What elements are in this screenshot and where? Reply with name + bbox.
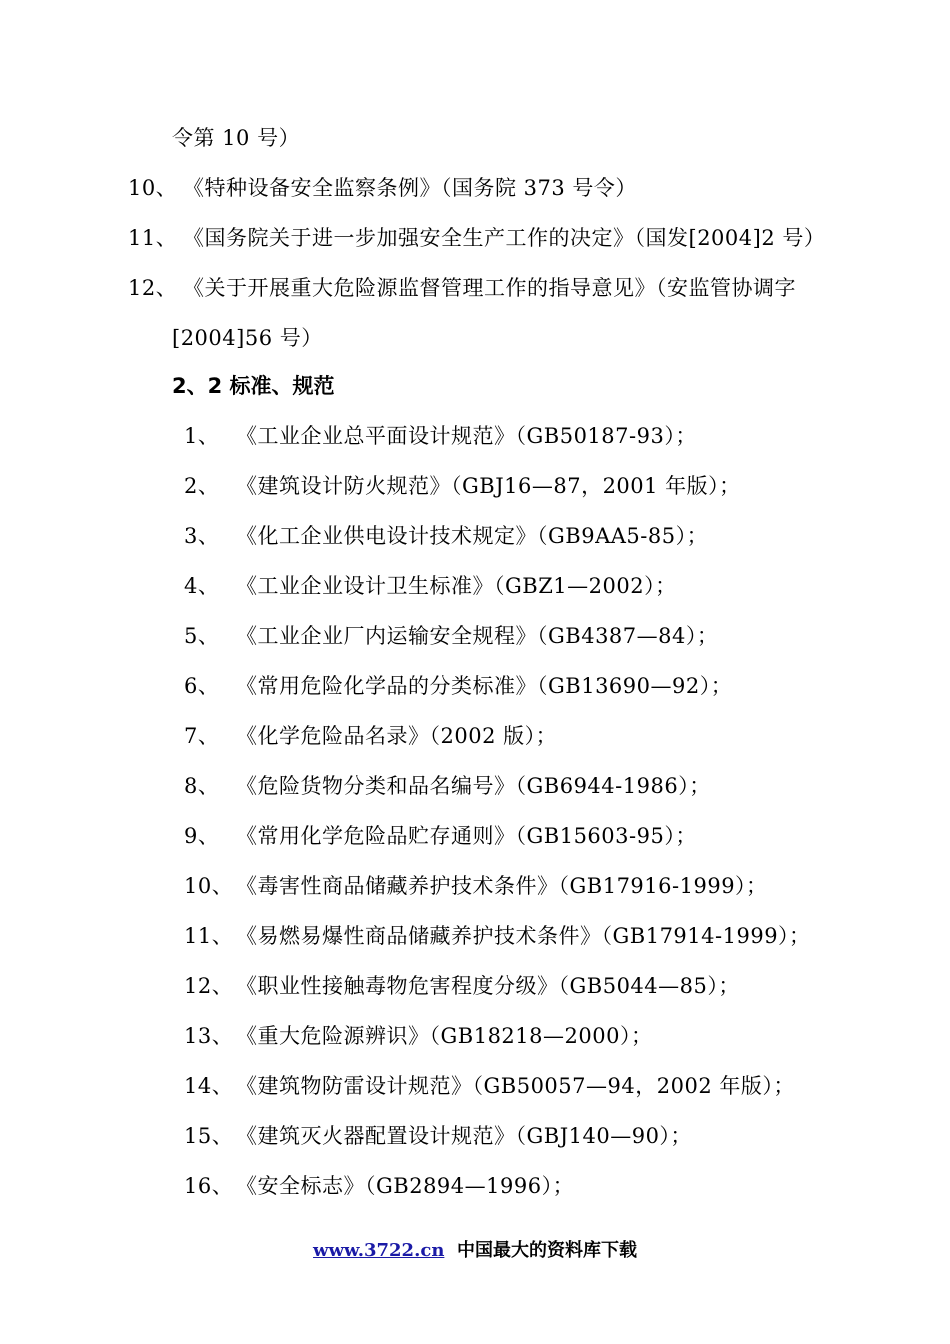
item-text: 《建筑灭火器配置设计规范》（GBJ140—90）； bbox=[236, 1124, 692, 1148]
item-text: 《工业企业设计卫生标准》（GBZ1—2002）； bbox=[236, 574, 677, 598]
item-number: 10、 bbox=[184, 874, 234, 898]
item-number: 13、 bbox=[184, 1024, 234, 1048]
footer-text: 中国最大的资料库下载 bbox=[456, 1240, 637, 1261]
item-text: 《常用化学危险品贮存通则》（GB15603-95）； bbox=[236, 824, 697, 848]
item-number: 10、 bbox=[128, 176, 178, 200]
regulation-continuation: [2004]56 号） bbox=[172, 326, 323, 350]
section-heading: 2、2 标准、规范 bbox=[172, 374, 335, 398]
item-text: 《常用危险化学品的分类标准》（GB13690—92）； bbox=[236, 674, 733, 698]
item-number: 14、 bbox=[184, 1074, 234, 1098]
item-number: 6、 bbox=[184, 674, 220, 698]
item-text: 《建筑设计防火规范》（GBJ16—87，2001 年版）； bbox=[236, 474, 741, 498]
item-number: 12、 bbox=[184, 974, 234, 998]
item-text: 《易燃易爆性商品储藏养护技术条件》（GB17914-1999）； bbox=[236, 924, 811, 948]
item-number: 4、 bbox=[184, 574, 220, 598]
item-number: 7、 bbox=[184, 724, 220, 748]
footer-link[interactable]: www.3722.cn bbox=[313, 1240, 445, 1261]
continuation-line: 令第 10 号） bbox=[172, 126, 301, 150]
item-number: 8、 bbox=[184, 774, 220, 798]
item-text: 《建筑物防雷设计规范》（GB50057—94，2002 年版）； bbox=[236, 1074, 795, 1098]
item-text: 《职业性接触毒物危害程度分级》（GB5044—85）； bbox=[236, 974, 740, 998]
item-text: 《安全标志》（GB2894—1996）； bbox=[236, 1174, 575, 1198]
item-text: 《重大危险源辨识》（GB18218—2000）； bbox=[236, 1024, 653, 1048]
item-text: 《工业企业厂内运输安全规程》（GB4387—84）； bbox=[236, 624, 719, 648]
item-number: 11、 bbox=[184, 924, 234, 948]
item-text: 《危险货物分类和品名编号》（GB6944-1986）； bbox=[236, 774, 711, 798]
item-number: 3、 bbox=[184, 524, 220, 548]
item-text: 《化工企业供电设计技术规定》（GB9AA5-85）； bbox=[236, 524, 709, 548]
item-text: 《国务院关于进一步加强安全生产工作的决定》（国发[2004]2 号） bbox=[183, 226, 826, 250]
item-number: 2、 bbox=[184, 474, 220, 498]
item-text: 《化学危险品名录》（2002 版）； bbox=[236, 724, 558, 748]
item-number: 15、 bbox=[184, 1124, 234, 1148]
item-number: 1、 bbox=[184, 424, 220, 448]
item-number: 16、 bbox=[184, 1174, 234, 1198]
item-text: 《关于开展重大危险源监督管理工作的指导意见》（安监管协调字 bbox=[183, 276, 796, 300]
item-number: 12、 bbox=[128, 276, 178, 300]
item-text: 《毒害性商品储藏养护技术条件》（GB17916-1999）； bbox=[236, 874, 768, 898]
item-number: 11、 bbox=[128, 226, 178, 250]
item-number: 5、 bbox=[184, 624, 220, 648]
footer bbox=[0, 1238, 950, 1264]
item-text: 《特种设备安全监察条例》（国务院 373 号令） bbox=[183, 176, 637, 200]
item-number: 9、 bbox=[184, 824, 220, 848]
item-text: 《工业企业总平面设计规范》（GB50187-93）； bbox=[236, 424, 697, 448]
